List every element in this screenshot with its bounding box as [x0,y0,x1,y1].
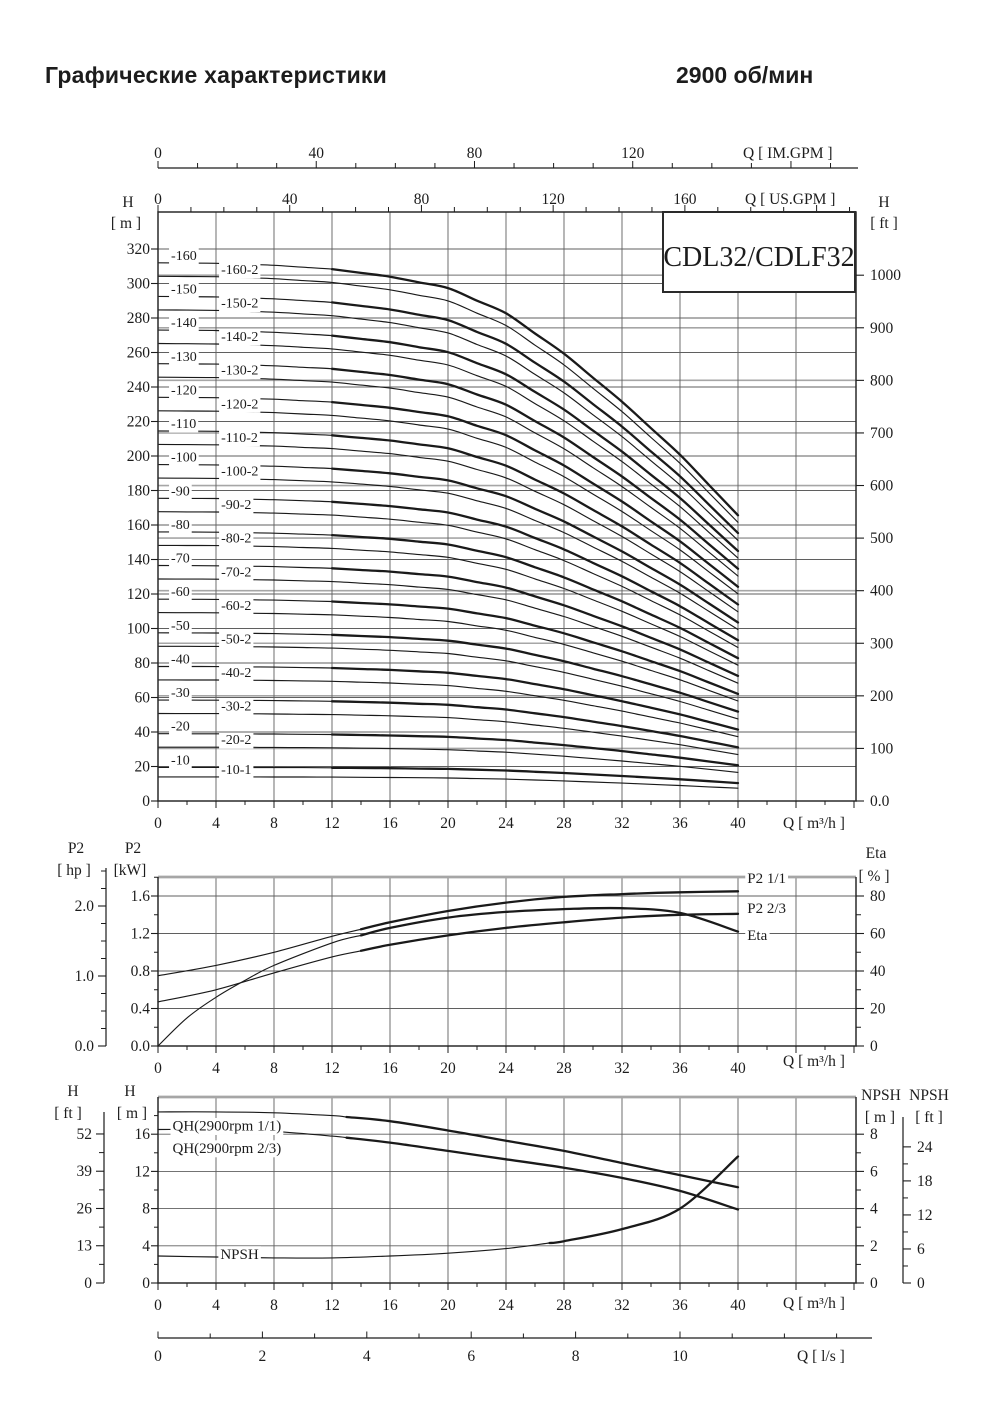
h-m-tick: 16 [134,1126,150,1144]
model-box [663,212,855,292]
axis-us-gpm [154,191,849,212]
npsh-ft-axis-title: NPSH [909,1087,949,1104]
curve-label--20: -20 [171,719,190,735]
x-tick-label: 0 [154,815,162,832]
x-tick-label: 40 [730,1060,746,1077]
axis-h-m [117,1083,158,1292]
curve--10 [332,768,738,783]
curve-label--90-2: -90-2 [221,498,252,514]
x-tick-label: 8 [270,1297,278,1314]
eta-tick: 0 [870,1038,878,1055]
curve--30 [332,701,738,747]
axis-q-m3h [154,1046,854,1077]
page-title: Графические характеристики [45,62,387,88]
kw-tick: 0.8 [130,963,150,980]
q-ls-tick: 2 [258,1348,267,1365]
hp-axis-title: P2 [67,840,85,857]
eta-axis-title: Eta [865,845,887,862]
us-gpm-tick: 160 [673,191,697,208]
h-ft-tick: 600 [870,477,894,495]
label-NPSH: NPSH [220,1246,259,1263]
label-Eta: Eta [747,928,768,945]
axis-h-ft [856,194,901,810]
curve-label--50-2: -50-2 [221,632,252,648]
h-m-tick: 4 [142,1237,150,1255]
axis-q-m3h [154,801,854,832]
us-gpm-tick: 40 [281,191,298,208]
x-tick-label: 16 [382,1297,398,1314]
q-ls-tick: 10 [672,1348,688,1365]
x-tick-label: 40 [730,1297,746,1314]
label-QH(2900rpm 1/1): QH(2900rpm 1/1) [172,1118,282,1135]
x-tick-label: 24 [498,1297,514,1314]
im-gpm-tick: 80 [466,145,483,162]
q-ls-tick: 4 [362,1348,371,1365]
curve-label--40-2: -40-2 [221,666,252,682]
curve-label--10-1: -10-1 [221,762,252,778]
curve-label--10: -10 [171,753,190,769]
plot-border [158,212,856,801]
x-tick-label: 12 [324,815,340,832]
x-tick-label: 20 [440,1060,456,1077]
kw-tick: 1.6 [130,888,150,905]
im-gpm-tick: 120 [621,145,645,162]
h-m-tick: 12 [134,1163,150,1181]
h-ft-tick: 400 [870,582,894,600]
curve-label--20-2: -20-2 [221,733,252,749]
qh-npsh-chart [54,1083,949,1365]
kw-axis-unit: [kW] [113,862,147,879]
h-ft-axis-unit: [ ft ] [870,215,898,232]
h-m-axis-title: H [122,194,134,211]
h-ft-tick: 26 [76,1200,92,1218]
h-m-tick: 120 [126,586,150,603]
h-m-tick: 60 [134,689,150,707]
curve-label--30: -30 [171,686,190,702]
curve-labels [171,1118,284,1263]
h-ft-tick: 0.0 [870,793,890,810]
h-m-tick: 200 [126,448,150,465]
main-chart [111,145,901,832]
npsh-m-tick: 8 [870,1126,878,1144]
h-ft-tick: 300 [870,635,894,653]
curve-label--160-2: -160-2 [221,262,259,278]
curve-QH(2900rpm 2/3) [347,1138,739,1210]
h-m-tick: 240 [126,379,150,396]
axis-h-m [111,194,158,810]
h-ft-axis-unit: [ ft ] [54,1105,82,1122]
h-m-tick: 160 [126,517,150,534]
im-gpm-tick: 40 [308,145,324,162]
h-m-tick: 180 [126,482,150,500]
curve-label--70: -70 [171,551,190,567]
h-ft-tick: 52 [76,1125,92,1143]
h-m-tick: 0 [142,793,150,810]
npsh-m-tick: 4 [870,1200,878,1218]
h-m-tick: 80 [134,655,150,672]
x-tick-label: 32 [614,1297,630,1314]
npsh-ft-tick: 0 [917,1275,925,1292]
hp-tick: 2.0 [74,898,94,915]
curve-P2 2/3 [361,914,738,951]
axis-eta [856,845,890,1055]
x-tick-label: 16 [382,1060,398,1077]
eta-tick: 20 [870,1000,886,1018]
npsh-m-tick: 6 [870,1163,878,1181]
curve-QH(2900rpm 1/1) [158,1112,347,1117]
x-tick-label: 32 [614,815,630,832]
curve-Eta [361,908,738,935]
x-tick-label: 12 [324,1297,340,1314]
x-tick-label: 8 [270,1060,278,1077]
h-m-axis-unit: [ m ] [116,1105,148,1122]
h-m-tick: 260 [126,344,150,362]
rpm-label: 2900 об/мин [676,62,814,88]
x-tick-label: 36 [672,815,688,832]
h-ft-tick: 700 [870,424,894,442]
h-m-tick: 100 [126,620,150,638]
h-m-tick: 8 [142,1200,150,1218]
curve-label--80: -80 [171,517,190,533]
q-ls-tick: 8 [571,1348,580,1365]
curve-label--70-2: -70-2 [221,565,252,581]
curve-NPSH [158,1243,550,1258]
hp-tick: 0.0 [74,1038,94,1055]
eta-tick: 40 [870,963,886,980]
eta-tick: 80 [870,888,886,905]
axis-h-ft [54,1083,104,1292]
curve-label--100: -100 [171,450,197,466]
q-m3h-axis-title: Q [ m³/h ] [783,815,845,832]
x-tick-label: 28 [556,1297,572,1314]
x-tick-label: 28 [556,815,572,832]
curve--40 [332,668,738,730]
h-m-axis-title: H [124,1083,136,1100]
curve-label--30-2: -30-2 [221,699,252,715]
kw-tick: 0.4 [130,1000,150,1018]
curve--150 [332,302,738,533]
curve--20 [332,735,738,766]
curve-P2 1/1 [158,929,361,975]
curve-label--160: -160 [171,248,197,264]
curve-label--130: -130 [171,349,197,365]
axis-q-m3h [154,1283,854,1314]
curve-label--90: -90 [171,484,190,500]
npsh-ft-tick: 18 [917,1172,933,1190]
h-ft-tick: 0 [84,1275,92,1292]
us-gpm-tick: 0 [154,191,162,208]
h-ft-tick: 39 [76,1163,92,1181]
kw-tick: 0.0 [130,1038,150,1055]
gridlines [158,212,856,801]
h-m-tick: 0 [142,1275,150,1292]
label-P2 2/3: P2 2/3 [747,900,787,917]
kw-tick: 1.2 [130,925,150,943]
x-tick-label: 12 [324,1060,340,1077]
x-tick-label: 0 [154,1060,162,1077]
x-tick-label: 32 [614,1060,630,1077]
axis-im-gpm [154,145,858,168]
npsh-ft-tick: 24 [917,1138,933,1156]
npsh-m-tick: 2 [870,1237,878,1255]
h-ft-axis-title: H [67,1083,79,1100]
axis-npsh-m [856,1087,901,1292]
h-ft-tick: 100 [870,740,894,758]
axis-npsh-ft [903,1087,949,1292]
curve-label--150-2: -150-2 [221,296,259,312]
x-tick-label: 24 [498,815,514,832]
h-ft-tick: 13 [76,1237,92,1255]
q-m3h-axis-title: Q [ m³/h ] [783,1053,845,1070]
curve-QH(2900rpm 1/1) [347,1117,739,1187]
x-tick-label: 24 [498,1060,514,1077]
npsh-m-axis-title: NPSH [861,1087,901,1104]
x-tick-label: 4 [212,1060,220,1077]
x-tick-label: 40 [730,815,746,832]
axis-q-ls [154,1332,872,1366]
h-m-tick: 320 [126,241,150,258]
curve-Eta [158,935,361,1046]
npsh-ft-tick: 12 [917,1206,933,1224]
curve-label--110: -110 [171,417,197,433]
x-tick-label: 36 [672,1297,688,1314]
label-QH(2900rpm 2/3): QH(2900rpm 2/3) [172,1140,282,1157]
x-tick-label: 8 [270,815,278,832]
npsh-ft-axis-unit: [ ft ] [915,1109,943,1126]
npsh-m-tick: 0 [870,1275,878,1292]
curve-label--140: -140 [171,316,197,332]
axis-p2-hp [57,840,106,1055]
im-gpm-axis-title: Q [ IM.GPM ] [743,145,833,162]
x-tick-label: 36 [672,1060,688,1077]
q-ls-tick: 0 [154,1348,162,1365]
h-m-tick: 140 [126,551,150,569]
curve-label--140-2: -140-2 [221,330,259,346]
im-gpm-tick: 0 [154,145,162,162]
x-tick-label: 4 [212,1297,220,1314]
curve-label--100-2: -100-2 [221,464,259,480]
x-tick-label: 28 [556,1060,572,1077]
h-ft-tick: 900 [870,319,894,337]
curve-label--110-2: -110-2 [221,430,258,446]
x-tick-label: 4 [212,815,220,832]
h-m-tick: 40 [134,724,150,741]
curve-label--60: -60 [171,585,190,601]
us-gpm-axis-title: Q [ US.GPM ] [745,191,836,208]
kw-axis-title: P2 [124,840,142,857]
h-m-tick: 220 [126,413,150,431]
h-ft-tick: 800 [870,372,894,390]
us-gpm-tick: 80 [413,191,430,208]
curve-label--120: -120 [171,383,197,399]
power-chart [57,840,889,1077]
x-tick-label: 20 [440,1297,456,1314]
model-label: CDL32/CDLF32 [663,242,855,273]
hp-tick: 1.0 [74,968,94,985]
x-tick-label: 16 [382,815,398,832]
npsh-ft-tick: 6 [917,1240,925,1258]
label-P2 1/1: P2 1/1 [747,870,787,887]
eta-tick: 60 [870,925,886,943]
us-gpm-tick: 120 [541,191,565,208]
curve-label--60-2: -60-2 [221,598,252,614]
h-m-tick: 300 [126,275,150,293]
axis-p2-kw [114,840,158,1055]
h-m-tick: 280 [126,310,150,327]
h-m-tick: 20 [134,758,150,776]
curve-label--40: -40 [171,652,190,668]
h-ft-tick: 500 [870,530,894,548]
q-ls-axis-title: Q [ l/s ] [797,1348,845,1365]
curve-label--120-2: -120-2 [221,397,259,413]
curve-label--80-2: -80-2 [221,531,252,547]
h-m-axis-unit: [ m ] [110,215,142,232]
q-m3h-axis-title: Q [ m³/h ] [783,1295,845,1312]
eta-axis-unit: [ % ] [858,868,890,885]
curve-label--50: -50 [171,618,190,634]
x-tick-label: 20 [440,815,456,832]
q-ls-tick: 6 [467,1348,476,1365]
curve-P2 2/3 [158,951,361,1002]
curve-label--150: -150 [171,282,197,298]
h-ft-axis-title: H [878,194,890,211]
x-tick-label: 0 [154,1297,162,1314]
npsh-m-axis-unit: [ m ] [864,1109,896,1126]
hp-axis-unit: [ hp ] [57,862,91,879]
h-ft-tick: 200 [870,687,894,705]
curve--50 [332,635,738,712]
curve-label--130-2: -130-2 [221,363,259,379]
h-ft-tick: 1000 [870,267,901,285]
